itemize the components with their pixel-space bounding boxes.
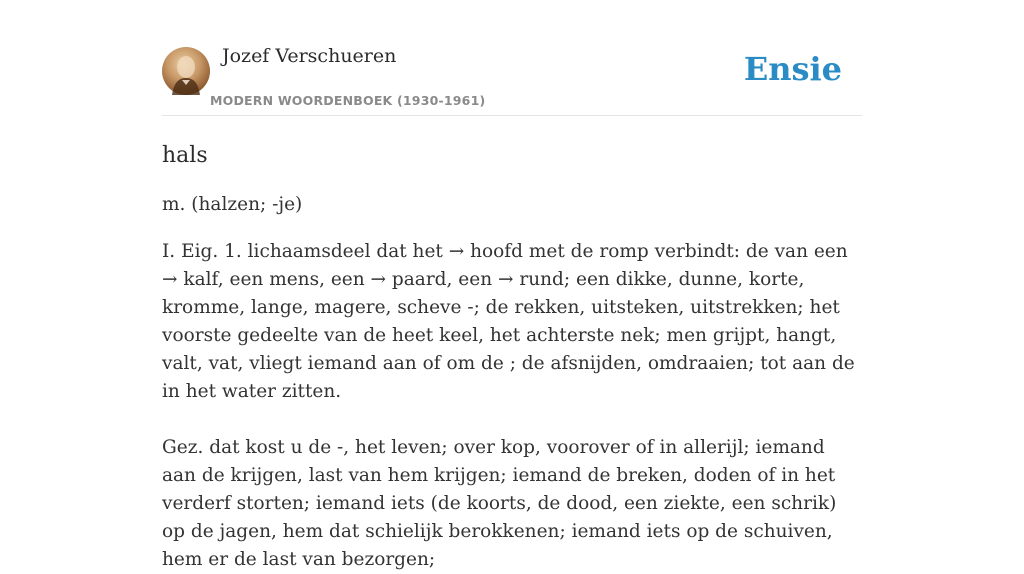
- expressions-paragraph: Gez. dat kost u de -, het leven; over kop, voorover of in allerijl; iemand aan de krijgen, last van hem krijgen; iemand de breken, doden of in het verderf storten; iemand iets (de koorts, de dood, een ziekte, een schrik) op de jagen, hem dat schielijk berokkenen; iemand iets op de schuiven, hem er de last van bezorgen;: [162, 437, 837, 570]
- portrait-icon: [162, 47, 210, 95]
- grammar-info: m. (halzen; -je): [162, 194, 303, 215]
- definition-paragraph: [162, 238, 862, 406]
- author-name[interactable]: Jozef Verschueren: [222, 45, 397, 67]
- definition-text: met de romp verbindt: de van een: [523, 241, 848, 262]
- page: [162, 0, 862, 574]
- ensie-logo[interactable]: Ensie: [743, 50, 842, 88]
- source-title[interactable]: MODERN WOORDENBOEK (1930-1961): [210, 93, 486, 108]
- cross-reference-link[interactable]: → paard: [370, 269, 447, 290]
- author-avatar[interactable]: [162, 47, 210, 95]
- cross-reference-link[interactable]: → hoofd: [448, 241, 523, 262]
- cross-reference-link[interactable]: → kalf: [162, 269, 218, 290]
- definition-text: I. Eig. 1. lichaamsdeel dat het: [162, 241, 449, 262]
- cross-reference-link[interactable]: → rund: [497, 269, 564, 290]
- definition-text: , een: [446, 269, 498, 290]
- definition-text: ; een dikke, dunne, korte, kromme, lange, magere, scheve -; de rekken, uitsteken, uitstrekken; het voorste gedeelte van de heet keel, het achterste nek; men grijpt, hangt, valt, vat, vliegt iemand aan of om de ; de afsnijden, omdraaien; tot aan de in het water zitten.: [162, 269, 855, 402]
- header: [162, 0, 862, 116]
- headword: hals: [162, 143, 208, 168]
- definition-text: , een mens, een: [217, 269, 371, 290]
